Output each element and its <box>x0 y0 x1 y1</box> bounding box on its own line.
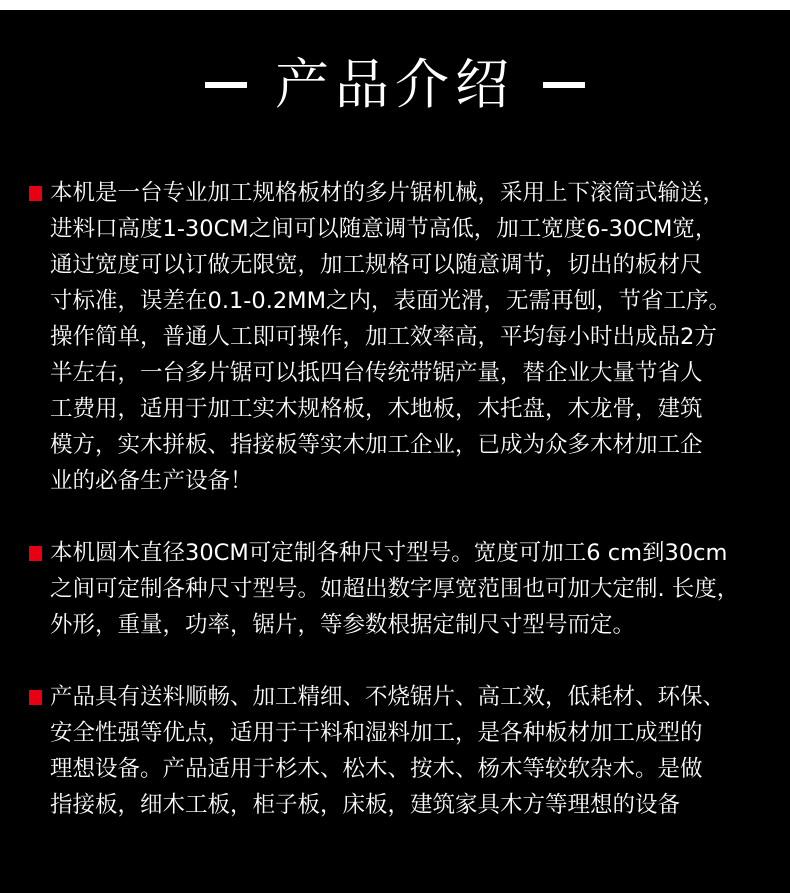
text-line: 之间可定制各种尺寸型号。如超出数字厚宽范围也可加大定制. 长度， <box>50 576 740 602</box>
paragraph-description <box>50 175 785 499</box>
text-line: 本机是一台专业加工规格板材的多片锯机械，采用上下滚筒式输送， <box>50 180 726 206</box>
text-line: 本机圆木直径30CM可定制各种尺寸型号。宽度可加工6 cm到30cm <box>50 540 728 566</box>
text-line: 模方，实木拼板、指接板等实木加工企业，已成为众多木材加工企 <box>50 432 703 458</box>
paragraph-specifications <box>50 535 785 643</box>
red-bullet-marker <box>29 546 42 561</box>
top-white-strip <box>0 0 790 10</box>
text-line: 产品具有送料顺畅、加工精细、不烧锯片、高工效，低耗材、环保、 <box>50 684 726 710</box>
text-line: 安全性强等优点，适用于干料和湿料加工，是各种板材加工成型的 <box>50 720 703 746</box>
text-line: 操作简单，普通人工即可操作，加工效率高，平均每小时出成品2方 <box>50 324 717 350</box>
right-dash <box>543 82 585 88</box>
red-bullet-marker <box>29 690 42 705</box>
page-title: 产品介绍 <box>275 53 515 116</box>
text-line: 进料口高度1-30CM之间可以随意调节高低，加工宽度6-30CM宽， <box>50 216 718 242</box>
text-line: 指接板，细木工板，柜子板，床板，建筑家具木方等理想的设备 <box>50 792 681 818</box>
text-line: 寸标准，误差在0.1-0.2MM之内，表面光滑，无需再刨，节省工序。 <box>50 288 732 314</box>
left-dash <box>205 82 247 88</box>
text-line: 业的必备生产设备！ <box>50 468 253 494</box>
section-header <box>0 50 790 120</box>
paragraph-advantages <box>50 679 785 823</box>
red-bullet-marker <box>29 186 42 201</box>
text-line: 外形，重量，功率，锯片，等参数根据定制尺寸型号而定。 <box>50 612 636 638</box>
text-line: 理想设备。产品适用于杉木、松木、按木、杨木等较软杂木。是做 <box>50 756 703 782</box>
text-line: 半左右，一台多片锯可以抵四台传统带锯产量，替企业大量节省人 <box>50 360 703 386</box>
text-line: 工费用，适用于加工实木规格板，木地板，木托盘，木龙骨，建筑 <box>50 396 703 422</box>
text-line: 通过宽度可以订做无限宽，加工规格可以随意调节，切出的板材尺 <box>50 252 703 278</box>
